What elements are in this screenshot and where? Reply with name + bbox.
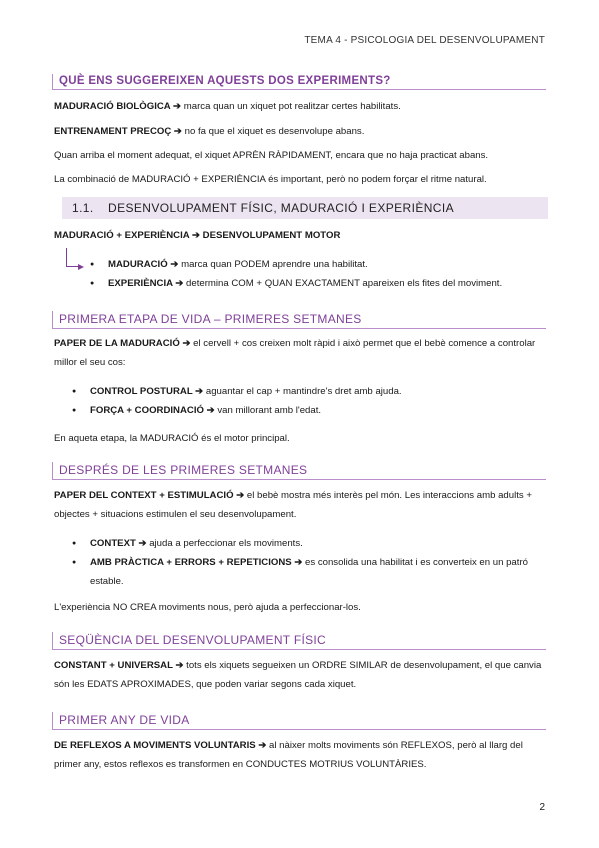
text: no fa que el xiquet es desenvolupe abans. [181,126,365,137]
bold-term: ENTRENAMENT PRECOÇ ➔ [54,126,182,137]
paragraph: En aqueta etapa, la MADURACIÓ és el motor principal. [54,433,290,444]
paragraph: CONSTANT + UNIVERSAL ➔ tots els xiquets segueixen un ORDRE SIMILAR de desenvolupament, el que canvia són les EDATS APROXIMADES, que poden variar segons cada xiquet. [54,660,542,690]
list-item: ● AMB PRÀCTICA + ERRORS + REPETICIONS ➔ es consolida una habilitat i es converteix en un patró estable. [72,553,548,591]
paragraph: PAPER DEL CONTEXT + ESTIMULACIÓ ➔ el bebè mostra més interès pel món. Les interaccions amb adults + objectes + situacions estimulen el seu desenvolupament. [54,490,532,520]
section-title-sequence: SEQÜÈNCIA DEL DESENVOLUPAMENT FÍSIC [52,632,546,650]
subsection-number: 1.1. [72,201,94,215]
page-header: TEMA 4 - PSICOLOGIA DEL DESENVOLUPAMENT [304,35,545,46]
page-number: 2 [539,802,545,813]
paragraph [54,122,548,141]
bullet-list [90,255,548,293]
text: marca quan un xiquet pot realitzar certes habilitats. [181,101,401,112]
paragraph: La combinació de MADURACIÓ + EXPERIÈNCIA és important, però no podem forçar el ritme natural. [54,174,487,185]
list-item: ● EXPERIÈNCIA ➔ determina COM + QUAN EXACTAMENT apareixen els fites del moviment. [90,274,548,293]
paragraph: DE REFLEXOS A MOVIMENTS VOLUNTARIS ➔ al nàixer molts moviments són REFLEXOS, però al llarg del primer any, estos reflexos es transformen en CONDUCTES MOTRIUS VOLUNTÀRIES. [54,740,523,770]
list-item: ● MADURACIÓ ➔ marca quan PODEM aprendre una habilitat. [90,255,548,274]
section-title-first-weeks: PRIMERA ETAPA DE VIDA – PRIMERES SETMANES [52,311,546,329]
section-title-after-weeks: DESPRÉS DE LES PRIMERES SETMANES [52,462,546,480]
list-item: ● CONTROL POSTURAL ➔ aguantar el cap + mantindre's dret amb ajuda. [72,382,548,401]
paragraph: PAPER DE LA MADURACIÓ ➔ el cervell + cos creixen molt ràpid i això permet que el bebè comence a controlar millor el seu cos: [54,338,536,368]
list-item: ● CONTEXT ➔ ajuda a perfeccionar els moviments. [72,534,548,553]
bullet-list [72,382,548,420]
paragraph [54,97,548,116]
lead-line: MADURACIÓ + EXPERIÈNCIA ➔ DESENVOLUPAMENT MOTOR [54,230,341,241]
subsection-heading [62,197,548,219]
section-title-first-year: PRIMER ANY DE VIDA [52,712,546,730]
list-item: ● FORÇA + COORDINACIÓ ➔ van millorant amb l'edat. [72,401,548,420]
bold-term: MADURACIÓ BIOLÒGICA ➔ [54,101,182,112]
curved-arrow-icon [66,248,79,267]
section-title-experiments: QUÈ ENS SUGGEREIXEN AQUESTS DOS EXPERIMENTS? [52,74,546,90]
paragraph: Quan arriba el moment adequat, el xiquet APRÈN RÀPIDAMENT, encara que no haja practicat abans. [54,150,489,161]
bullet-list [72,534,548,591]
paragraph: L'experiència NO CREA moviments nous, però ajuda a perfeccionar-los. [54,602,361,613]
subsection-title: DESENVOLUPAMENT FÍSIC, MADURACIÓ I EXPERIÈNCIA [108,201,455,215]
